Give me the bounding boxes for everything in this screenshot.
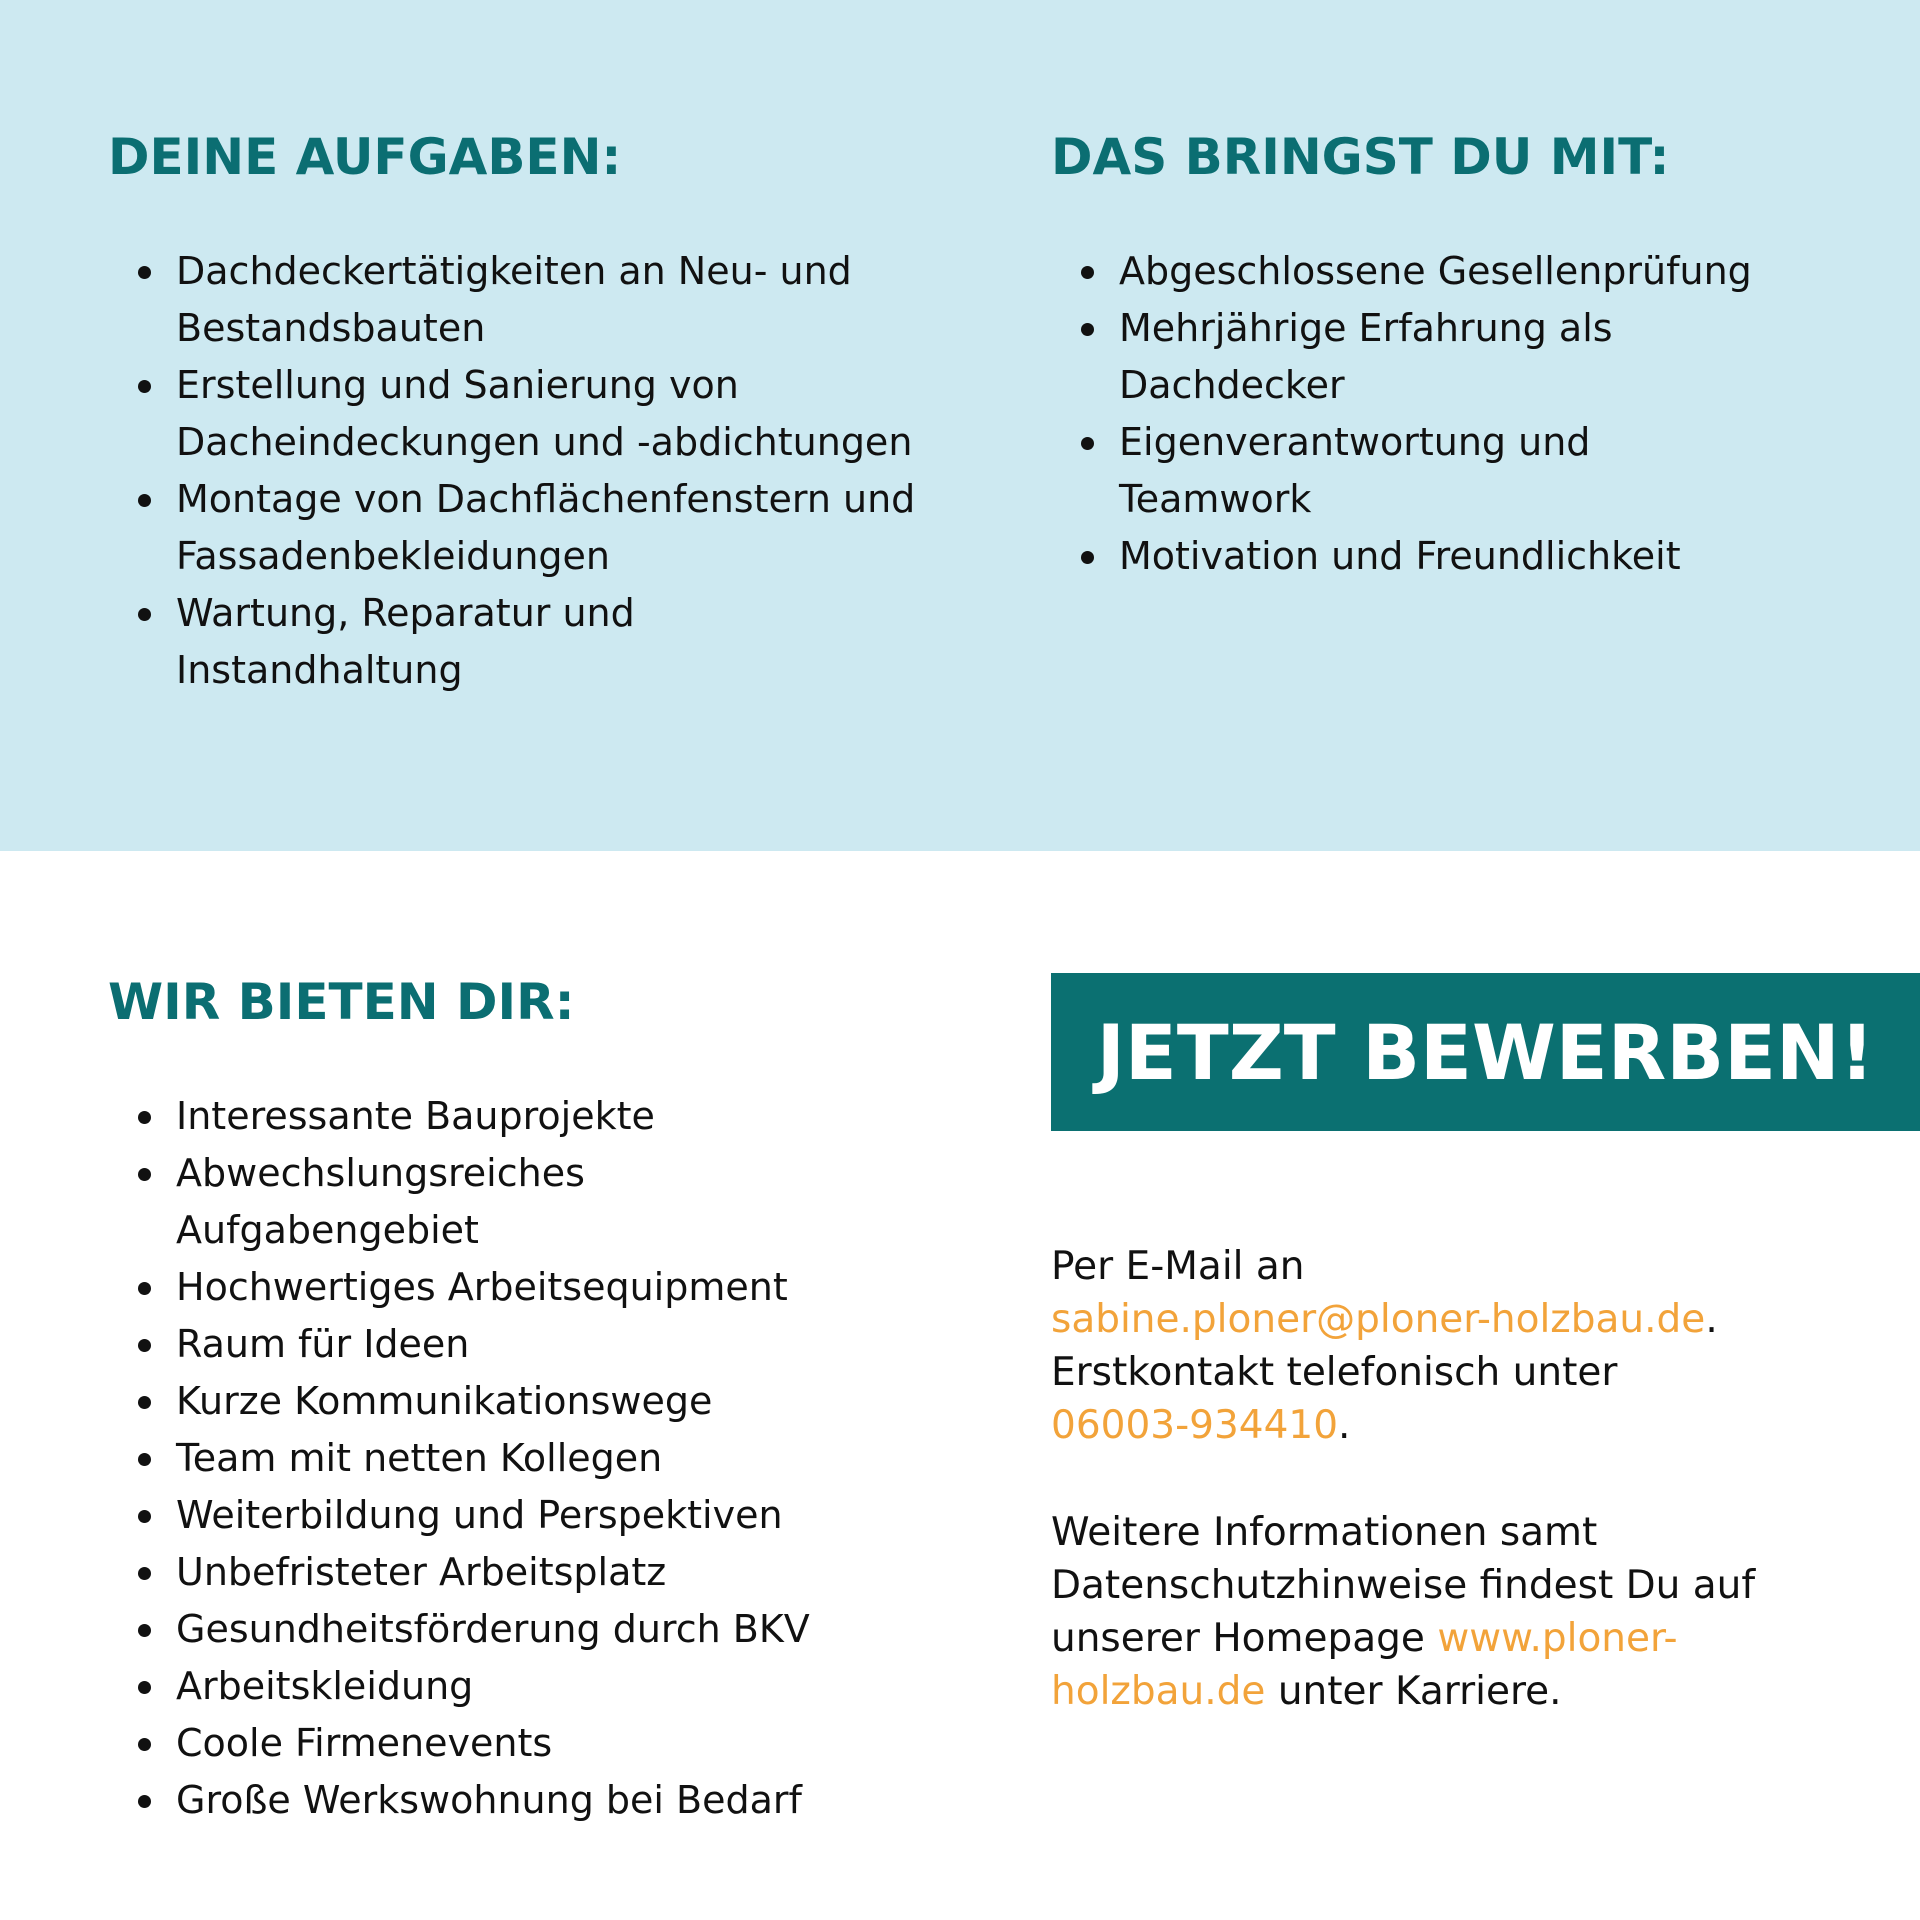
benefits-list xyxy=(108,1088,928,1829)
list-item: Raum für Ideen xyxy=(108,1316,916,1373)
requirements-heading: DAS BRINGST DU MIT: xyxy=(1051,128,1670,186)
benefits-heading: WIR BIETEN DIR: xyxy=(108,973,575,1031)
email-intro: Per E-Mail an xyxy=(1051,1244,1305,1289)
list-item: Mehrjährige Erfahrung als Dachdecker xyxy=(1051,300,1679,414)
phone-line xyxy=(1051,1399,1871,1452)
info-text: Weitere Informationen samt Datenschutzhinweise findest Du auf unserer Homepage xyxy=(1051,1510,1756,1661)
benefits-section xyxy=(108,972,928,1829)
list-item: Team mit netten Kollegen xyxy=(108,1430,916,1487)
email-link[interactable]: sabine.ploner@ploner-holzbau.de xyxy=(1051,1297,1706,1342)
list-item: Kurze Kommunikationswege xyxy=(108,1373,916,1430)
list-item: Gesundheitsförderung durch BKV xyxy=(108,1601,916,1658)
website-link[interactable]: www.ploner-holzbau.de xyxy=(1051,1616,1678,1714)
requirements-section xyxy=(1051,127,1871,585)
list-item: Arbeitskleidung xyxy=(108,1658,916,1715)
list-item: Unbefristeter Arbeitsplatz xyxy=(108,1544,916,1601)
list-item: Erstellung und Sanierung von Dacheindeckungen und -abdichtungen xyxy=(108,357,916,471)
list-item: Hochwertiges Arbeitsequipment xyxy=(108,1259,916,1316)
list-item: Wartung, Reparatur und Instandhaltung xyxy=(108,585,916,699)
email-line xyxy=(1051,1293,1871,1346)
contact-block xyxy=(1051,1240,1871,1452)
info-block xyxy=(1051,1506,1871,1718)
phone-link[interactable]: 06003-934410 xyxy=(1051,1403,1339,1448)
website-suffix: unter Karriere. xyxy=(1277,1669,1562,1714)
list-item: Abgeschlossene Gesellenprüfung xyxy=(1051,243,1879,300)
list-item: Abwechslungsreiches Aufgabengebiet xyxy=(108,1145,736,1259)
list-item: Große Werkswohnung bei Bedarf xyxy=(108,1772,916,1829)
tasks-heading: DEINE AUFGABEN: xyxy=(108,128,622,186)
list-item: Motivation und Freundlichkeit xyxy=(1051,528,1859,585)
list-item: Weiterbildung und Perspektiven xyxy=(108,1487,916,1544)
list-item: Dachdeckertätigkeiten an Neu- und Bestandsbauten xyxy=(108,243,916,357)
list-item: Montage von Dachflächenfenstern und Fassadenbekleidungen xyxy=(108,471,916,585)
list-item: Eigenverantwortung und Teamwork xyxy=(1051,414,1679,528)
list-item: Interessante Bauprojekte xyxy=(108,1088,916,1145)
list-item: Coole Firmenevents xyxy=(108,1715,916,1772)
tasks-list xyxy=(108,243,928,699)
phone-suffix: . xyxy=(1338,1403,1351,1448)
apply-now-banner[interactable] xyxy=(1051,973,1920,1131)
tasks-section xyxy=(108,127,928,699)
phone-intro: Erstkontakt telefonisch unter xyxy=(1051,1350,1618,1395)
requirements-list xyxy=(1051,243,1871,585)
apply-now-label[interactable]: JETZT BEWERBEN! xyxy=(1096,1007,1875,1097)
email-suffix: . xyxy=(1705,1297,1718,1342)
